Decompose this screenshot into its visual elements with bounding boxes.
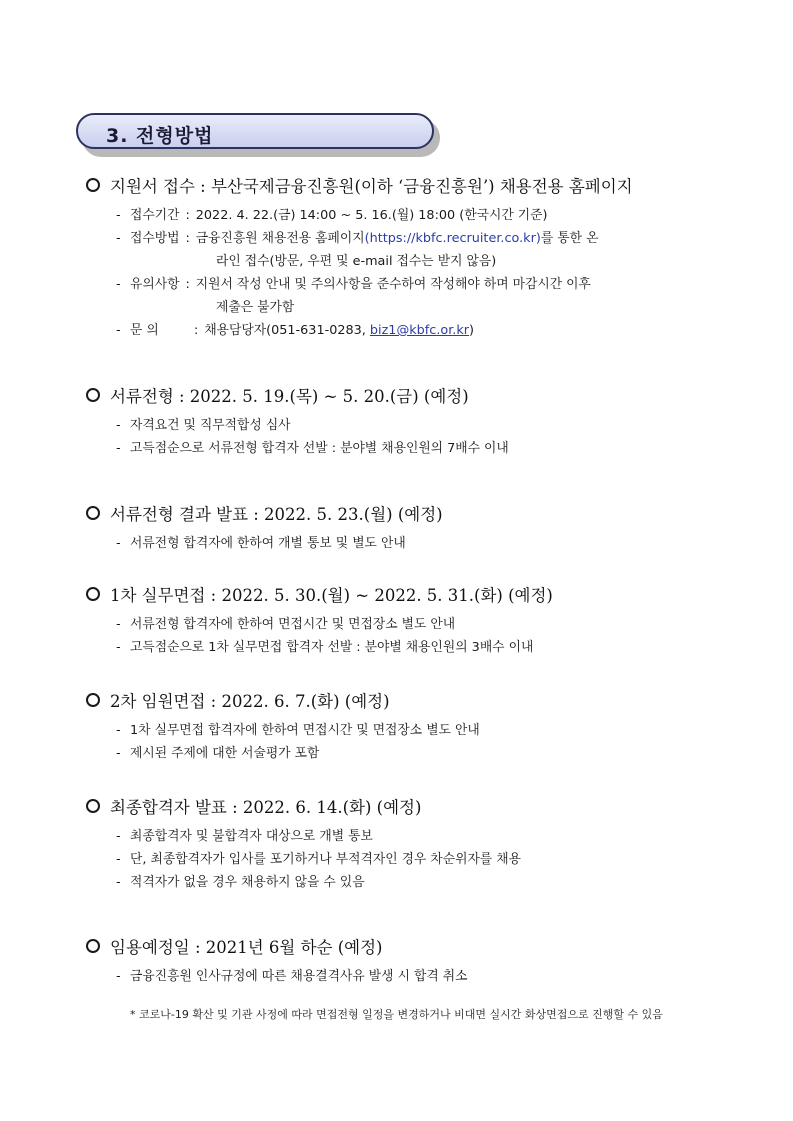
circle-bullet-icon bbox=[86, 178, 100, 192]
circle-bullet-icon bbox=[86, 693, 100, 707]
section-heading: 2차 임원면접 : 2022. 6. 7.(화) (예정) bbox=[110, 692, 390, 711]
list-item: - 단, 최종합격자가 입사를 포기하거나 부적격자인 경우 차순위자를 채용 bbox=[116, 852, 522, 867]
section-final-result bbox=[86, 793, 746, 894]
list-item: - 고득점순으로 1차 실무면접 합격자 선발 : 분야별 채용인원의 3배수 이내 bbox=[116, 640, 534, 655]
section-first-interview bbox=[86, 581, 746, 659]
section-title: 3. 전형방법 bbox=[106, 125, 214, 147]
section-heading: 최종합격자 발표 : 2022. 6. 14.(화) (예정) bbox=[110, 798, 422, 817]
list-item: - 금융진흥원 인사규정에 따른 채용결격사유 발생 시 합격 취소 bbox=[116, 969, 468, 984]
section-appointment-date bbox=[86, 933, 746, 988]
section-heading: 서류전형 : 2022. 5. 19.(목) ~ 5. 20.(금) (예정) bbox=[110, 387, 469, 406]
list-item: - 접수방법 : 금융진흥원 채용전용 홈페이지(https://kbfc.recruiter.co.kr)를 통한 온 bbox=[116, 231, 599, 246]
circle-bullet-icon bbox=[86, 587, 100, 601]
section-heading: 서류전형 결과 발표 : 2022. 5. 23.(월) (예정) bbox=[110, 505, 443, 524]
section-heading: 지원서 접수 : 부산국제금융진흥원(이하 ‘금융진흥원’) 채용전용 홈페이지 bbox=[110, 177, 633, 196]
section-document-screening bbox=[86, 382, 746, 460]
homepage-link[interactable]: (https://kbfc.recruiter.co.kr) bbox=[364, 231, 541, 246]
section-application bbox=[86, 172, 746, 342]
list-item: - 제시된 주제에 대한 서술평가 포함 bbox=[116, 746, 320, 761]
list-item: - 유의사항 : 지원서 작성 안내 및 주의사항을 준수하여 작성해야 하며 마감시간 이후 bbox=[116, 277, 591, 292]
list-item: - 1차 실무면접 합격자에 한하여 면접시간 및 면접장소 별도 안내 bbox=[116, 723, 480, 738]
circle-bullet-icon bbox=[86, 799, 100, 813]
section-title-box bbox=[76, 113, 442, 159]
footnote: * 코로나-19 확산 및 기관 사정에 따라 면접전형 일정을 변경하거나 비대면 실시간 화상면접으로 진행할 수 있음 bbox=[130, 1008, 663, 1021]
section-heading: 임용예정일 : 2021년 6월 하순 (예정) bbox=[110, 938, 383, 957]
circle-bullet-icon bbox=[86, 388, 100, 402]
title-pill bbox=[76, 113, 434, 149]
list-item: - 자격요건 및 직무적합성 심사 bbox=[116, 418, 291, 433]
list-item: - 서류전형 합격자에 한하여 면접시간 및 면접장소 별도 안내 bbox=[116, 617, 456, 632]
circle-bullet-icon bbox=[86, 939, 100, 953]
list-item: - 접수기간 : 2022. 4. 22.(금) 14:00 ~ 5. 16.(월) 18:00 (한국시간 기준) bbox=[116, 208, 548, 223]
section-second-interview bbox=[86, 687, 746, 765]
section-document-result bbox=[86, 500, 746, 555]
section-heading: 1차 실무면접 : 2022. 5. 30.(월) ~ 2022. 5. 31.(화) (예정) bbox=[110, 586, 553, 605]
list-item: - 서류전형 합격자에 한하여 개별 통보 및 별도 안내 bbox=[116, 536, 406, 551]
circle-bullet-icon bbox=[86, 506, 100, 520]
list-item-continuation: 제출은 불가함 bbox=[216, 300, 295, 315]
list-item: - 최종합격자 및 불합격자 대상으로 개별 통보 bbox=[116, 829, 373, 844]
list-item-continuation: 라인 접수(방문, 우편 및 e-mail 접수는 받지 않음) bbox=[216, 254, 497, 269]
list-item: - 고득점순으로 서류전형 합격자 선발 : 분야별 채용인원의 7배수 이내 bbox=[116, 441, 509, 456]
email-link[interactable]: biz1@kbfc.or.kr bbox=[369, 323, 470, 338]
list-item: - 문 의 : 채용담당자(051-631-0283, biz1@kbfc.or.kr) bbox=[116, 323, 475, 338]
list-item: - 적격자가 없을 경우 채용하지 않을 수 있음 bbox=[116, 875, 365, 890]
